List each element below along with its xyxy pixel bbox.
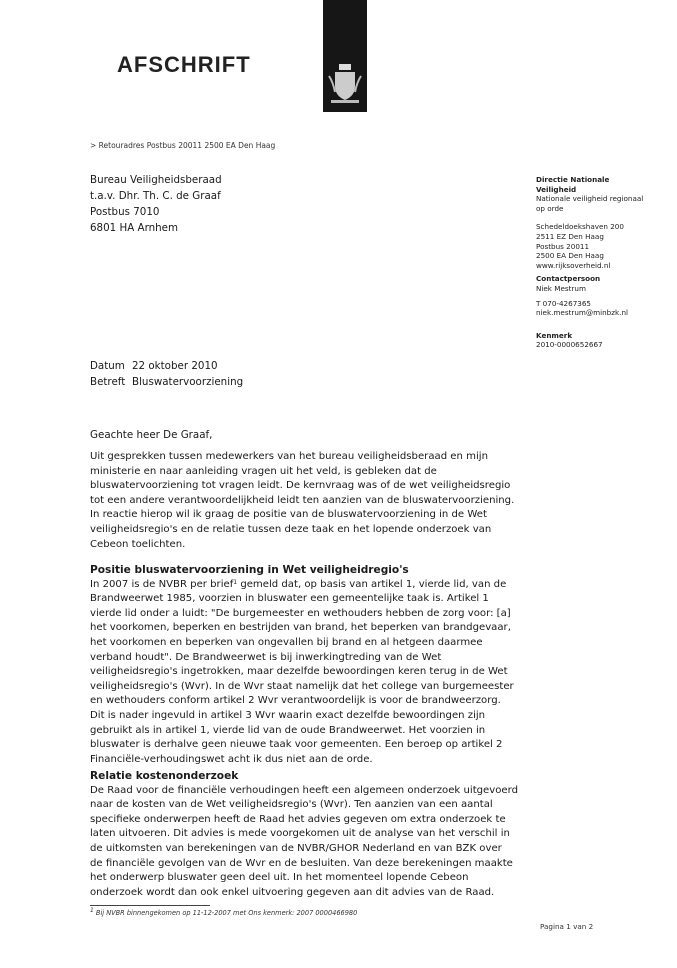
footnote-divider	[90, 905, 210, 906]
department-name: Veiligheid	[536, 184, 577, 194]
addressee-line: 6801 HA Arnhem	[90, 222, 179, 234]
salutation: Geachte heer De Graaf,	[90, 429, 213, 441]
department-name: Directie Nationale	[536, 175, 610, 184]
paragraph-line: Financiële-verhoudingswet acht ik dus niet aan de orde.	[90, 753, 373, 765]
reference-number: 2010-0000652667	[536, 340, 603, 350]
paragraph-line: tot een andere verantwoordelijkheid leidt ten aanzien van de bluswatervoorziening.	[90, 494, 515, 506]
letter-meta	[90, 359, 243, 390]
subject-label: Betreft	[90, 375, 126, 388]
contact-email: niek.mestrum@minbzk.nl	[536, 308, 628, 318]
paragraph-line: bluswater is derhalve geen nieuwe taak voor gemeenten. Een beroep op artikel 2	[90, 739, 503, 751]
paragraph-line: veiligheidsregio's (Wvr). In de Wvr staat namelijk dat het college van burgemeester	[90, 680, 514, 692]
footnote-number: 1	[90, 907, 94, 914]
footnote-marker: 1	[233, 578, 238, 586]
sender-pobox: Postbus 20011	[536, 241, 590, 251]
paragraph-line: specifieke onderwerpen heeft de Raad het advies gegeven om extra onderzoek te	[90, 813, 506, 825]
footnote-text: Bij NVBR binnengekomen op 11-12-2007 met Ons kenmerk: 2007 0000466980	[93, 909, 358, 917]
addressee-block	[90, 172, 222, 236]
paragraph-line: ministerie en naar aanleiding vragen uit het veld, is gebleken dat de	[90, 465, 437, 477]
paragraph-line: verband houdt". De Brandweerwet is bij inwerkingtreding van de Wet	[90, 651, 442, 663]
government-crest-logo	[323, 0, 367, 112]
paragraph-line: veiligheidsregio's en de relatie tussen deze taak en het lopende onderzoek van	[90, 523, 492, 535]
paragraph-line: laten uitvoeren. Dit advies is mede voorgekomen uit de analyse van het verschil in	[90, 828, 510, 840]
paragraph-line: Cebeon toelichten.	[90, 538, 186, 550]
paragraph-line	[90, 578, 605, 593]
paragraph-line: het voorkomen en beperken van ongevallen bij brand en al hetgeen daarmee	[90, 636, 483, 648]
section-kostenonderzoek	[90, 769, 605, 900]
page-number: Pagina 1 van 2	[540, 922, 594, 931]
contact-name: Niek Mestrum	[536, 283, 586, 293]
return-address: > Retouradres Postbus 20011 2500 EA Den Haag	[90, 141, 276, 150]
contact-label: Contactpersoon	[536, 274, 601, 284]
paragraph-line: Dit is nader ingevuld in artikel 3 Wvr waarin exact dezelfde bewoordingen zijn	[90, 709, 486, 721]
footnote	[90, 909, 357, 917]
contact-phone: T 070-4267365	[536, 298, 591, 308]
paragraph-line: het voorkomen, beperken en bestrijden van brand, het beperken van brandgevaar,	[90, 622, 511, 634]
unit-name: op orde	[536, 203, 564, 213]
date-value: 22 oktober 2010	[132, 360, 218, 372]
paragraph-line: het onderwerp bluswater geen deel uit. In het momenteel lopende Cebeon	[90, 872, 469, 884]
paragraph-line: en wethouders conform artikel 2 Wvr verantwoordelijk is voor de brandweerzorg.	[90, 695, 501, 707]
paragraph-line: bluswatervoorziening tot vragen leidt. De kernvraag was of de wet veiligheidsregio	[90, 480, 511, 492]
paragraph-line: Uit gesprekken tussen medewerkers van het bureau veiligheidsberaad en mijn	[90, 451, 488, 462]
paragraph-line: Brandweerwet 1985, voorzien in bluswater een gemeentelijke taak is. Artikel 1	[90, 593, 489, 605]
paragraph-line: onderzoek wordt dan ook enkel uitvoering gegeven aan dit advies van de Raad.	[90, 886, 495, 898]
date-row	[90, 359, 243, 375]
addressee-line: Bureau Veiligheidsberaad	[90, 174, 222, 186]
sender-pobox-postal: 2500 EA Den Haag	[536, 251, 604, 261]
sender-website: www.rijksoverheid.nl	[536, 260, 611, 270]
section-positie	[90, 563, 605, 767]
paragraph-line: gebruikt als in artikel 1, vierde lid van de oude Brandweerwet. Het voorzien in	[90, 724, 486, 736]
paragraph-line: de financiële gevolgen van de Wvr en de besluiten. Van deze berekeningen maakte	[90, 857, 513, 869]
reference-label: Kenmerk	[536, 330, 573, 340]
paragraph-line: vierde lid onder a luidt: "De burgemeester en wethouders hebben de zorg voor: [a]	[90, 607, 511, 619]
intro-paragraph	[90, 450, 605, 552]
addressee-line: Postbus 7010	[90, 206, 160, 218]
unit-name: Nationale veiligheid regionaal	[536, 194, 644, 204]
paragraph-line: veiligheidsregio's ingetrokken, maar dezelfde bewoordingen keren terug in de Wet	[90, 666, 508, 678]
sender-street: Schedeldoekshaven 200	[536, 222, 624, 232]
subject-value: Bluswatervoorziening	[132, 375, 244, 388]
paragraph-line: In reactie hierop wil ik graag de positie van de bluswatervoorziening in de Wet	[90, 509, 487, 521]
section-heading: Relatie kostenonderzoek	[90, 770, 239, 782]
addressee-line: t.a.v. Dhr. Th. C. de Graaf	[90, 190, 221, 202]
sender-postal: 2511 EZ Den Haag	[536, 231, 604, 241]
line-part: gemeld dat, op basis van artikel 1, vierde lid, van de	[237, 578, 507, 590]
paragraph-line: de uitkomsten van berekeningen van de NVBR/GHOR Nederland en van BZK over	[90, 842, 502, 854]
section-heading: Positie bluswatervoorziening in Wet veiligheidregio's	[90, 564, 409, 576]
paragraph-line: De Raad voor de financiële verhoudingen heeft een algemeen onderzoek uitgevoerd	[90, 784, 519, 796]
afschrift-stamp: AFSCHRIFT	[117, 52, 251, 77]
date-label: Datum	[90, 360, 125, 372]
sender-sidebar	[536, 175, 661, 350]
line-part: In 2007 is de NVBR per brief	[90, 578, 234, 590]
paragraph-line: naar de kosten van de Wet veiligheidsregio's (Wvr). Ten aanzien van een aantal	[90, 799, 493, 811]
subject-row	[90, 375, 243, 391]
crest-icon	[327, 62, 363, 106]
